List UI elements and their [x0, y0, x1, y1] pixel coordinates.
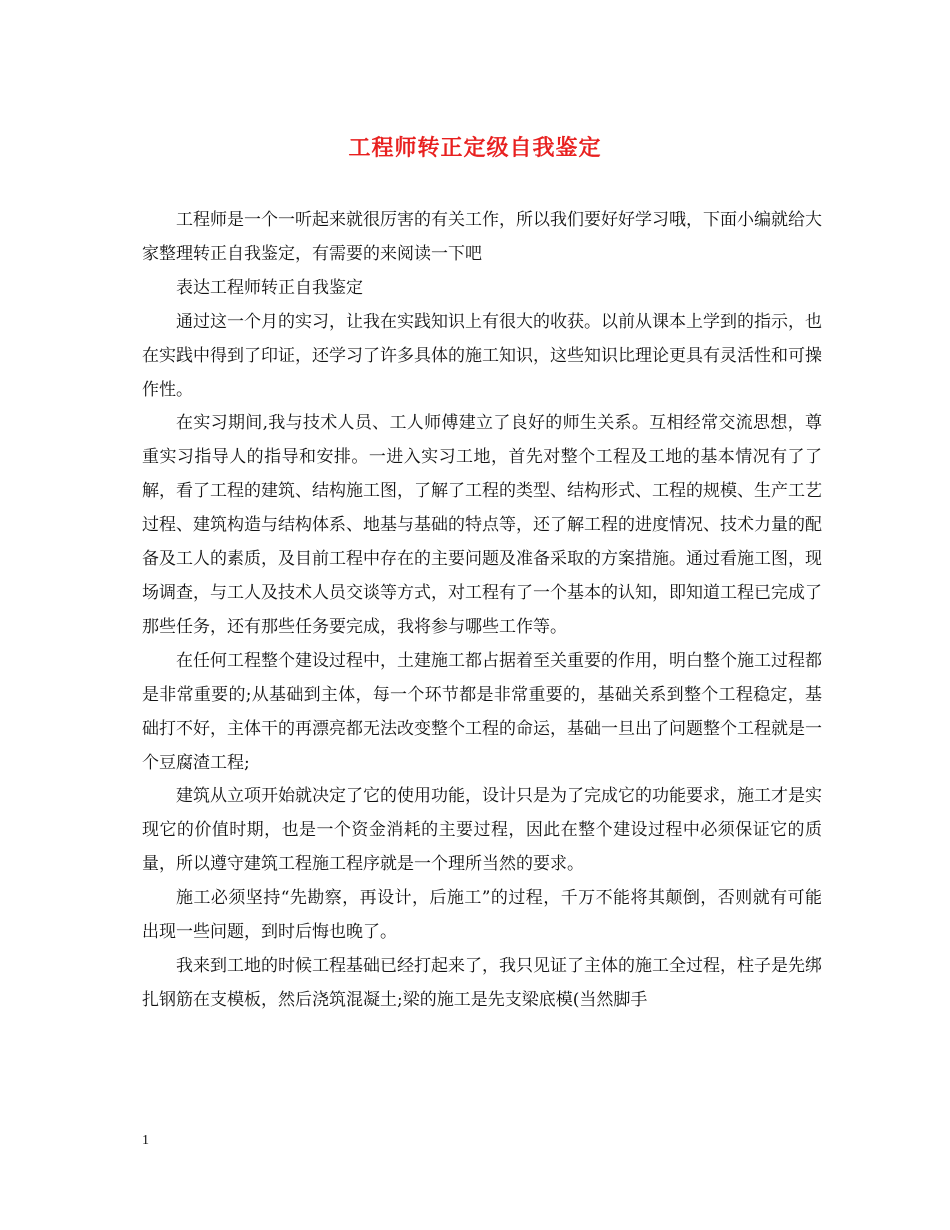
page-number: 1 [142, 1133, 149, 1148]
paragraph-site-experience: 我来到工地的时候工程基础已经打起来了，我只见证了主体的施工全过程，柱子是先绑扎钢筋在支模板，然后浇筑混凝土;梁的施工是先支梁底模(当然脚手 [142, 955, 822, 1010]
paragraph-construction-order: 施工必须坚持“先勘察，再设计，后施工”的过程，千万不能将其颠倒，否则就有可能出现一些问题，到时后悔也晚了。 [142, 888, 822, 943]
document-title: 工程师转正定级自我鉴定 [348, 135, 602, 161]
paragraph-heading: 表达工程师转正自我鉴定 [176, 277, 363, 298]
paragraph-internship-gains: 通过这一个月的实习，让我在实践知识上有很大的收获。以前从课本上学到的指示，也在实践中得到了印证，还学习了许多具体的施工知识，这些知识比理论更具有灵活性和可操作性。 [142, 311, 822, 400]
paragraph-construction-importance: 在任何工程整个建设过程中，土建施工都占据着至关重要的作用，明白整个施工过程都是非常重要的;从基础到主体，每一个环节都是非常重要的，基础关系到整个工程稳定，基础打不好，主体干的再漂亮都无法改变整个工程的命运，基础一旦出了问题整个工程就是一个豆腐渣工程; [142, 650, 822, 773]
paragraph-building-function: 建筑从立项开始就决定了它的使用功能，设计只是为了完成它的功能要求，施工才是实现它的价值时期，也是一个资金消耗的主要过程，因此在整个建设过程中必须保证它的质量，所以遵守建筑工程施工程序就是一个理所当然的要求。 [142, 786, 822, 875]
document-body [142, 204, 822, 1018]
paragraph-intro: 工程师是一个一听起来就很厉害的有关工作，所以我们要好好学习哦，下面小编就给大家整理转正自我鉴定，有需要的来阅读一下吧 [142, 210, 822, 264]
paragraph-internship-period: 在实习期间,我与技术人员、工人师傅建立了良好的师生关系。互相经常交流思想，尊重实习指导人的指导和安排。一进入实习工地，首先对整个工程及工地的基本情况有了了解，看了工程的建筑、结构施工图，了解了工程的类型、结构形式、工程的规模、生产工艺过程、建筑构造与结构体系、地基与基础的特点等，还了解工程的进度情况、技术力量的配备及工人的素质，及目前工程中存在的主要问题及准备采取的方案措施。通过看施工图，现场调查，与工人及技术人员交谈等方式，对工程有了一个基本的认知，即知道工程已完成了那些任务，还有那些任务要完成，我将参与哪些工作等。 [142, 413, 822, 637]
